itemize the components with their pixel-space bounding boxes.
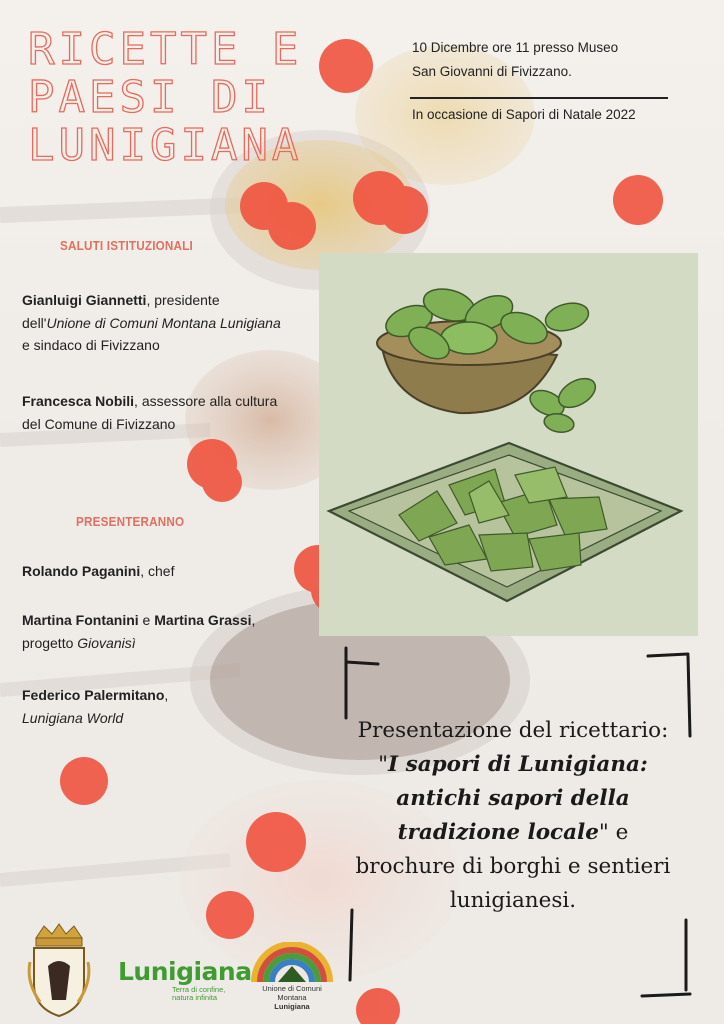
speaker-name: Gianluigi Giannetti	[22, 292, 147, 308]
presenter-name: Rolando Paganini	[22, 563, 141, 579]
greeting-nobili: Francesca Nobili, assessore alla cultura del Comune di Fivizzano	[22, 393, 278, 432]
event-venue: San Giovanni di Fivizzano.	[412, 64, 572, 79]
event-date-location: 10 Dicembre ore 11 presso Museo	[412, 40, 619, 55]
book-presentation: Presentazione del ricettario: "I sapori di Lunigiana: antichi sapori della tradizione locale" e brochure di borghi e sentieri lunigianesi.	[355, 718, 671, 913]
unione-comuni-logo	[250, 942, 334, 984]
speaker-name: Francesca Nobili	[22, 393, 135, 409]
unione-comuni-label: Unione di Comuni Montana Lunigiana	[262, 984, 322, 1011]
event-occasion: In occasione di Sapori di Natale 2022	[412, 107, 636, 122]
greeting-giannetti: Gianluigi Giannetti, presidente dell'Unione di Comuni Montana Lunigiana e sindaco di Fivizzano	[22, 292, 281, 353]
fivizzano-coat-of-arms	[26, 922, 92, 1018]
book-title: I sapori di Lunigiana: antichi sapori della tradizione locale	[388, 752, 648, 845]
lunigiana-logo: Lunigiana	[118, 957, 252, 986]
presenter-paganini: Rolando Paganini, chef	[22, 563, 175, 579]
poster-title: RICETTE E PAESI DI LUNIGIANA	[28, 24, 303, 171]
presenter-palermitano: Federico Palermitano, Lunigiana World	[22, 687, 169, 726]
lunigiana-tagline: Terra di confine, natura infinita	[172, 985, 226, 1002]
greetings-heading: SALUTI ISTITUZIONALI	[60, 238, 193, 253]
presenters-heading: PRESENTERANNO	[76, 514, 185, 529]
presenter-fontanini-grassi: Martina Fontanini e Martina Grassi, progetto Giovanisì	[22, 612, 256, 651]
